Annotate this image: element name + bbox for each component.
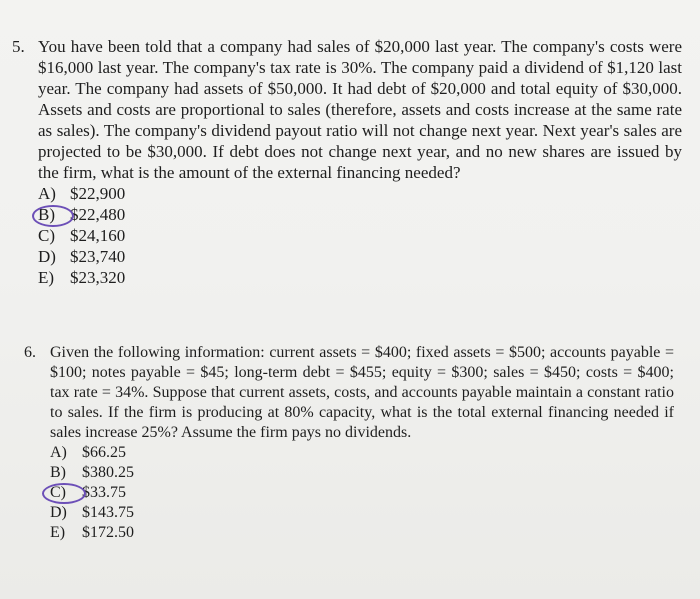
choice-a [38,183,682,204]
choice-value: $172.50 [82,524,134,541]
question-stem [24,343,674,443]
choice-e [38,267,682,288]
choice-letter: A) [38,184,56,203]
choice-letter: B) [50,464,66,481]
choice-letter: E) [50,524,66,541]
question-stem [12,36,682,183]
question-text: Given the following information: current assets = $400; fixed assets = $500; accounts payable = $100; notes payable = $45; long-term debt = $455; equity = $300; sales = $450; costs = $400; tax rate = 34%. Suppose that current assets, costs, and accounts payable maintain a constant ratio to sales. If the firm is producing at 80% capacity, what is the total external financing needed if sales increase 25%? Assume the firm pays no dividends. [50,344,674,441]
choice-d [38,246,682,267]
question-6 [24,343,674,543]
question-5 [12,36,682,288]
choice-letter: B) [38,205,55,224]
choice-letter: C) [50,484,66,501]
choice-e [50,523,674,543]
choice-d [50,503,674,523]
choice-c [38,225,682,246]
choice-value: $22,900 [70,184,126,203]
choice-b [50,463,674,483]
choice-value: $380.25 [82,464,134,481]
choice-a [50,443,674,463]
answer-choices [50,443,674,543]
question-number: 6. [24,344,36,361]
choice-b [38,204,682,225]
choice-value: $23,320 [70,268,126,287]
answer-choices [38,183,682,288]
choice-letter: D) [50,504,67,521]
choice-letter: D) [38,247,56,266]
choice-value: $143.75 [82,504,134,521]
question-number: 5. [12,37,25,56]
choice-value: $23,740 [70,247,126,266]
choice-value: $24,160 [70,226,126,245]
choice-letter: A) [50,444,67,461]
choice-value: $33.75 [82,484,126,501]
choice-letter: E) [38,268,55,287]
question-text: You have been told that a company had sales of $20,000 last year. The company's costs were $16,000 last year. The company's tax rate is 30%. The company paid a dividend of $1,120 last year. The company had assets of $50,000. It had debt of $20,000 and total equity of $30,000. Assets and costs are proportional to sales (therefore, assets and costs increase at the same rate as sales). The company's dividend payout ratio will not change next year. Next year's sales are projected to be $30,000. If debt does not change next year, and no new shares are issued by the firm, what is the amount of the external financing needed? [38,37,682,182]
choice-c [50,483,674,503]
choice-value: $22,480 [70,205,126,224]
choice-letter: C) [38,226,55,245]
choice-value: $66.25 [82,444,126,461]
